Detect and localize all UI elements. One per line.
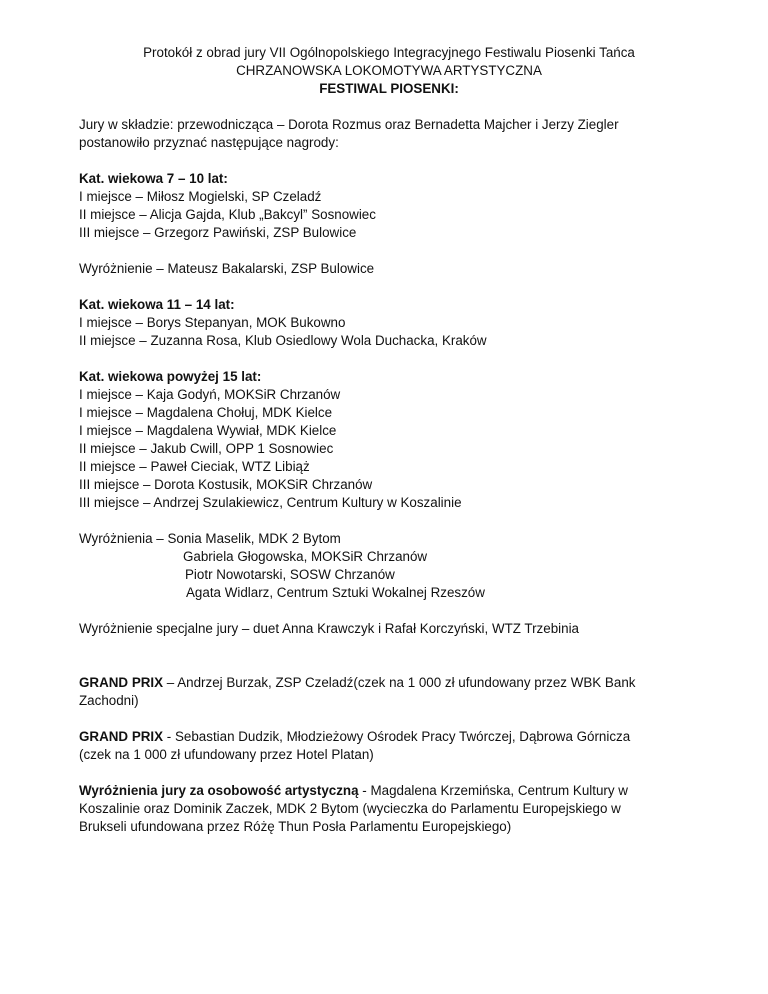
- honor-line: Piotr Nowotarski, SOSW Chrzanów: [185, 567, 395, 582]
- category-title: Kat. wiekowa powyżej 15 lat:: [79, 369, 262, 384]
- category-title: Kat. wiekowa 7 – 10 lat:: [79, 171, 228, 186]
- intro-line-2: postanowiło przyznać następujące nagrody:: [79, 135, 339, 150]
- category-11-14: [79, 296, 699, 350]
- honor-line: Gabriela Głogowska, MOKSiR Chrzanów: [183, 549, 428, 564]
- award-line: III miejsce – Grzegorz Pawiński, ZSP Bulowice: [79, 225, 357, 240]
- grand-prix-label: GRAND PRIX: [79, 675, 164, 690]
- artistic-honor-label: Wyróżnienia jury za osobowość artystyczną: [79, 783, 359, 798]
- category-7-10: [79, 170, 699, 242]
- category-title: Kat. wiekowa 11 – 14 lat:: [79, 297, 235, 312]
- award-line: I miejsce – Kaja Godyń, MOKSiR Chrzanów: [79, 387, 341, 402]
- award-line: III miejsce – Dorota Kostusik, MOKSiR Chrzanów: [79, 477, 373, 492]
- honor-line: Wyróżnienia – Sonia Maselik, MDK 2 Bytom: [79, 531, 341, 546]
- award-line: III miejsce – Andrzej Szulakiewicz, Centrum Kultury w Koszalinie: [79, 495, 462, 510]
- grand-prix-text: Zachodni): [79, 693, 139, 708]
- artistic-honor-text: - Magdalena Krzemińska, Centrum Kultury w: [358, 783, 628, 798]
- grand-prix-1: [79, 674, 699, 710]
- artistic-honor: [79, 782, 699, 836]
- award-line: II miejsce – Alicja Gajda, Klub „Bakcyl” Sosnowiec: [79, 207, 376, 222]
- grand-prix-label: GRAND PRIX: [79, 729, 164, 744]
- artistic-honor-text: Koszalinie oraz Dominik Zaczek, MDK 2 Bytom (wycieczka do Parlamentu Europejskiego w: [79, 801, 621, 816]
- grand-prix-2: [79, 728, 699, 764]
- document-page: [79, 44, 699, 836]
- award-line: II miejsce – Zuzanna Rosa, Klub Osiedlowy Wola Duchacka, Kraków: [79, 333, 487, 348]
- header-line-2: CHRZANOWSKA LOKOMOTYWA ARTYSTYCZNA: [236, 63, 542, 78]
- award-line: II miejsce – Jakub Cwill, OPP 1 Sosnowiec: [79, 441, 334, 456]
- intro: [79, 116, 699, 152]
- special-honor: Wyróżnienie specjalne jury – duet Anna Krawczyk i Rafał Korczyński, WTZ Trzebinia: [79, 621, 579, 636]
- header-line-3: FESTIWAL PIOSENKI:: [319, 81, 459, 96]
- header-line-1: Protokół z obrad jury VII Ogólnopolskiego Integracyjnego Festiwalu Piosenki Tańca: [143, 45, 635, 60]
- intro-line-1: Jury w składzie: przewodnicząca – Dorota Rozmus oraz Bernadetta Majcher i Jerzy Ziegler: [79, 117, 619, 132]
- grand-prix-text: - Sebastian Dudzik, Młodzieżowy Ośrodek Pracy Twórczej, Dąbrowa Górnicza: [163, 729, 631, 744]
- award-line: I miejsce – Magdalena Chołuj, MDK Kielce: [79, 405, 333, 420]
- honor-line: Agata Widlarz, Centrum Sztuki Wokalnej Rzeszów: [186, 585, 485, 600]
- award-line: I miejsce – Borys Stepanyan, MOK Bukowno: [79, 315, 346, 330]
- grand-prix-text: – Andrzej Burzak, ZSP Czeladź(czek na 1 000 zł ufundowany przez WBK Bank: [163, 675, 636, 690]
- award-line: I miejsce – Miłosz Mogielski, SP Czeladź: [79, 189, 322, 204]
- grand-prix-text: (czek na 1 000 zł ufundowany przez Hotel Platan): [79, 747, 374, 762]
- award-line: I miejsce – Magdalena Wywiał, MDK Kielce: [79, 423, 337, 438]
- artistic-honor-text: Brukseli ufundowana przez Różę Thun Posła Parlamentu Europejskiego): [79, 819, 512, 834]
- award-line: II miejsce – Paweł Cieciak, WTZ Libiąż: [79, 459, 310, 474]
- honor-line: Wyróżnienie – Mateusz Bakalarski, ZSP Bulowice: [79, 261, 375, 276]
- honors-list: [79, 530, 699, 602]
- category-15-plus: [79, 368, 699, 512]
